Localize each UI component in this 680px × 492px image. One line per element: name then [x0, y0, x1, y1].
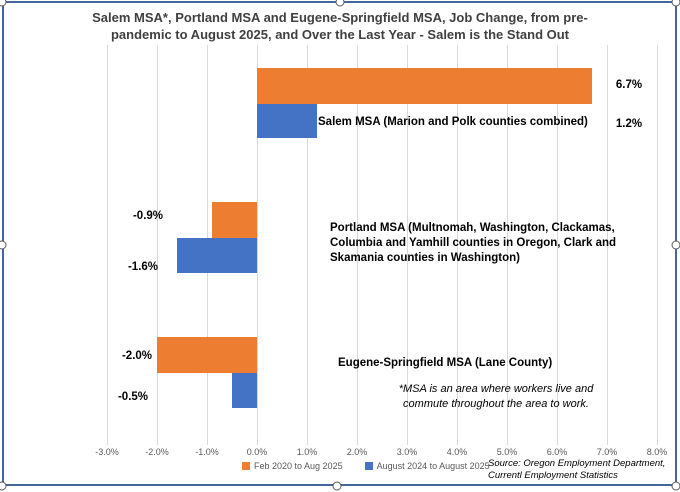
- selection-handle-middle-right[interactable]: [672, 241, 680, 250]
- x-axis-tick-label: -1.0%: [195, 447, 219, 457]
- data-label-salem-feb2020: 6.7%: [615, 79, 643, 91]
- bar-eugene-feb2020[interactable]: [157, 337, 257, 373]
- x-axis-tick-label: 6.0%: [546, 447, 568, 457]
- x-axis-tick-label: 4.0%: [446, 447, 468, 457]
- msa-footnote-line2: commute throughout the area to work.: [403, 398, 589, 410]
- msa-footnote: [370, 382, 622, 412]
- category-label-portland-line2: Columbia and Yamhill counties in Oregon, Clark and: [330, 237, 617, 249]
- selection-handle-bottom-left[interactable]: [0, 482, 7, 491]
- data-label-eugene-feb2020: -2.0%: [121, 350, 153, 362]
- category-label-portland-line3: Skamania counties in Washington): [330, 252, 520, 264]
- source-note-line1: Source: Oregon Employment Department,: [488, 458, 666, 469]
- category-label-portland-line1: Portland MSA (Multnomah, Washington, Clackamas,: [330, 222, 615, 234]
- gridline: [107, 45, 108, 445]
- legend-swatch-orange-icon: [242, 462, 250, 470]
- data-label-portland-aug2024: -1.6%: [127, 261, 159, 273]
- source-note: [488, 458, 668, 482]
- x-axis-tick-label: 3.0%: [396, 447, 418, 457]
- x-axis-tick-label: 8.0%: [646, 447, 668, 457]
- x-axis-tick-label: -2.0%: [145, 447, 169, 457]
- x-axis-tick-label: 1.0%: [296, 447, 318, 457]
- legend-label-feb2020: Feb 2020 to Aug 2025: [254, 461, 343, 471]
- legend-swatch-blue-icon: [365, 462, 373, 470]
- gridline: [657, 45, 658, 445]
- data-label-eugene-aug2024: -0.5%: [117, 391, 149, 403]
- data-label-portland-feb2020: -0.9%: [132, 210, 164, 222]
- data-label-salem-aug2024: 1.2%: [615, 118, 643, 130]
- bar-salem-aug2024[interactable]: [257, 104, 317, 138]
- bar-salem-feb2020[interactable]: [257, 68, 592, 104]
- selection-handle-bottom-right[interactable]: [672, 482, 680, 491]
- x-axis-tick-label: 2.0%: [346, 447, 368, 457]
- x-axis-tick-label: 0.0%: [246, 447, 268, 457]
- selection-handle-top-right[interactable]: [672, 0, 680, 7]
- bar-eugene-aug2024[interactable]: [232, 373, 257, 408]
- legend-item-feb2020[interactable]: [242, 461, 343, 471]
- bar-portland-feb2020[interactable]: [212, 202, 257, 238]
- category-label-eugene: Eugene-Springfield MSA (Lane County): [338, 357, 553, 369]
- chart-title: [40, 9, 640, 43]
- chart-title-line2: pandemic to August 2025, and Over the Last Year - Salem is the Stand Out: [110, 27, 569, 42]
- msa-footnote-line1: *MSA is an area where workers live and: [398, 383, 594, 395]
- chart-title-line1: Salem MSA*, Portland MSA and Eugene-Springfield MSA, Job Change, from pre-: [92, 10, 588, 25]
- legend-label-aug2024: August 2024 to August 2025: [376, 461, 490, 471]
- category-label-salem: Salem MSA (Marion and Polk counties combined): [318, 116, 588, 128]
- x-axis-tick-label: -3.0%: [95, 447, 119, 457]
- category-label-portland: [330, 221, 616, 266]
- source-note-line2: Currentl Employment Statistics: [488, 470, 618, 481]
- bar-portland-aug2024[interactable]: [177, 238, 257, 273]
- gridline: [157, 45, 158, 445]
- legend-item-aug2024[interactable]: [365, 461, 490, 471]
- legend: [242, 461, 490, 471]
- selection-handle-bottom-middle[interactable]: [333, 482, 342, 491]
- x-axis-tick-label: 7.0%: [596, 447, 618, 457]
- x-axis-tick-label: 5.0%: [496, 447, 518, 457]
